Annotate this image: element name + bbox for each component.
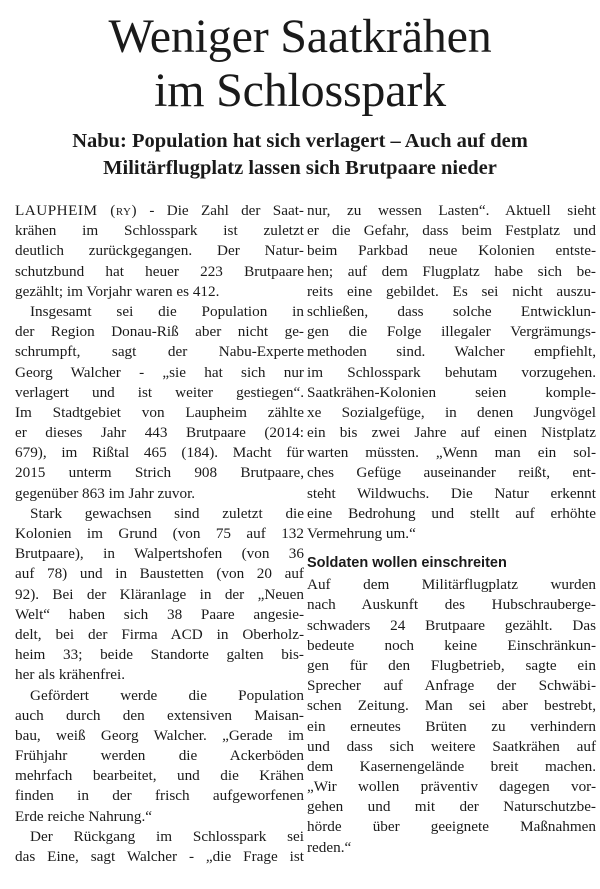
text-line: methoden sind. Walcher empfiehlt, — [307, 343, 596, 361]
text-line: nur, zu wessen Lasten“. Aktuell sieht — [307, 202, 596, 219]
text-line: her als krähenfrei. — [15, 666, 126, 684]
text-line: Frühjahr werden die Ackerböden — [15, 747, 304, 765]
text-line: schließen, dass solche Entwicklun- — [307, 302, 596, 320]
text-line: gen die Folge illegaler Vergrämungs- — [307, 323, 596, 341]
text-line: schrumpft, sagt der Nabu-Experte — [15, 343, 304, 361]
text-line: bedeute noch keine Einschränkun- — [307, 636, 596, 654]
text-line: steht Wildwuchs. Die Natur erkennt — [307, 484, 596, 502]
text-line: heim 33; beide Standorte galten bis- — [15, 646, 304, 664]
headline-line: Weniger Saatkrähen — [108, 10, 492, 63]
text-line: das Eine, sagt Walcher - „die Frage ist — [15, 848, 304, 865]
section-subheading: Soldaten wollen einschreiten — [307, 555, 507, 572]
text-line: im Schlosspark behutam vorzugehen. — [307, 363, 596, 381]
subheadline-line: Militärflugplatz lassen sich Brutpaare nieder — [103, 157, 497, 179]
text-line: beim Parkbad neue Kolonien entste- — [307, 242, 596, 260]
text-line: schwaders 24 Brutpaare gezählt. Das — [307, 616, 596, 634]
text-line: Saatkrähen-Kolonien seien komple- — [307, 383, 596, 401]
text-line: ein erneutes Brüten zu verhindern — [307, 717, 596, 735]
text-line: 2015 unterm Strich 908 Brutpaare, — [15, 464, 304, 482]
text-line: Welt“ haben sich 38 Paare angesie- — [15, 605, 304, 623]
text-line: er dieses Jahr 443 Brutpaare (2014: — [15, 424, 304, 442]
text-line: krähen im Schlosspark ist zuletzt — [15, 222, 304, 240]
text-line: verlagert und ist weiter gestiegen“. — [15, 383, 304, 401]
text-line: „Wir wollen präventiv dagegen vor- — [307, 778, 596, 796]
text-line: gegenüber 863 im Jahr zuvor. — [15, 484, 196, 502]
text-line: Insgesamt sei die Population in — [30, 302, 304, 320]
text-line: delt, bei der Firma ACD in Oberholz- — [15, 625, 304, 643]
text-line: Sprecher auf Anfrage der Schwäbi- — [307, 677, 596, 695]
text-fragment: - Die Zahl der Saat- — [137, 202, 304, 219]
text-line: xe Sozialgefüge, in denen Jungvögel — [307, 403, 596, 421]
text-line: auch durch den extensiven Maisan- — [15, 706, 304, 724]
article-column-left — [15, 201, 304, 867]
text-line: auf 78) und in Baustetten (von 20 auf — [15, 565, 304, 583]
text-line: nach Auskunft des Hubschrauberge- — [307, 596, 596, 614]
text-line: gen für den Flugbetrieb, sagte ein — [307, 656, 596, 674]
text-line: finden in der frisch aufgeworfenen — [15, 787, 304, 805]
text-line: mehrfach bearbeitet, und die Krähen — [15, 767, 304, 785]
text-line: Im Stadtgebiet von Laupheim zählte — [15, 403, 304, 421]
text-line: reden.“ — [307, 838, 352, 856]
text-line: gehen und mit der Naturschutzbe- — [307, 798, 596, 816]
text-line: Stark gewachsen sind zuletzt die — [30, 504, 304, 522]
text-line: Brutpaare), in Walpertshofen (von 36 — [15, 545, 304, 563]
text-line: 92). Bei der Kläranlage in der „Neuen — [15, 585, 304, 603]
text-line: deutlich zurückgegangen. Der Natur- — [15, 242, 304, 260]
text-line: Erde reiche Nahrung.“ — [15, 807, 153, 825]
text-line: hen; auf dem Flugplatz habe sich be- — [307, 262, 596, 280]
text-line: der Region Donau-Riß aber nicht ge- — [15, 323, 304, 341]
text-line: Gefördert werde die Population — [30, 686, 304, 704]
text-line: dem Kasernengelände breit machen. — [307, 757, 596, 775]
text-line: Der Rückgang im Schlosspark sei — [30, 827, 304, 845]
text-line: 679), im Rißtal 465 (184). Macht für — [15, 444, 304, 462]
text-line: warten müssten. „Wenn man ein sol- — [307, 444, 596, 462]
text-line: Vermehrung um.“ — [307, 525, 416, 542]
text-line: schen Zeitung. Man sei aber bestrebt, — [307, 697, 596, 715]
headline-line: im Schlosspark — [154, 64, 446, 117]
text-line: eine Bedrohung und stellt auf erhöhte — [307, 504, 596, 522]
text-line: ein bis zwei Jahre auf einen Nistplatz — [307, 424, 596, 442]
text-line — [15, 201, 304, 221]
text-line: ches Gefüge auseinander reißt, ent- — [307, 464, 596, 482]
text-line: schutzbund hat heuer 223 Brutpaare — [15, 262, 304, 280]
text-line: er die Gefahr, dass beim Festplatz und — [307, 222, 596, 240]
text-line: Kolonien im Grund (von 75 auf 132 — [15, 525, 304, 542]
text-line: hörde über geeignete Maßnahmen — [307, 818, 596, 836]
subheadline — [0, 128, 600, 182]
text-line: und dass sich weitere Saatkrähen auf — [307, 737, 596, 755]
text-line: gezählt; im Vorjahr waren es 412. — [15, 282, 220, 300]
dateline: LAUPHEIM (ry) — [15, 202, 138, 219]
subheadline-line: Nabu: Population hat sich verlagert – Auch auf dem — [72, 130, 528, 152]
headline — [0, 10, 600, 118]
article-column-right — [307, 201, 596, 858]
text-line: Georg Walcher - „sie hat sich nur — [15, 363, 304, 381]
text-line: reits eine gebildet. Es sei nicht auszu- — [307, 282, 596, 300]
text-line: Auf dem Militärflugplatz wurden — [307, 576, 596, 594]
text-line: bau, weiß Georg Walcher. „Gerade im — [15, 726, 304, 744]
